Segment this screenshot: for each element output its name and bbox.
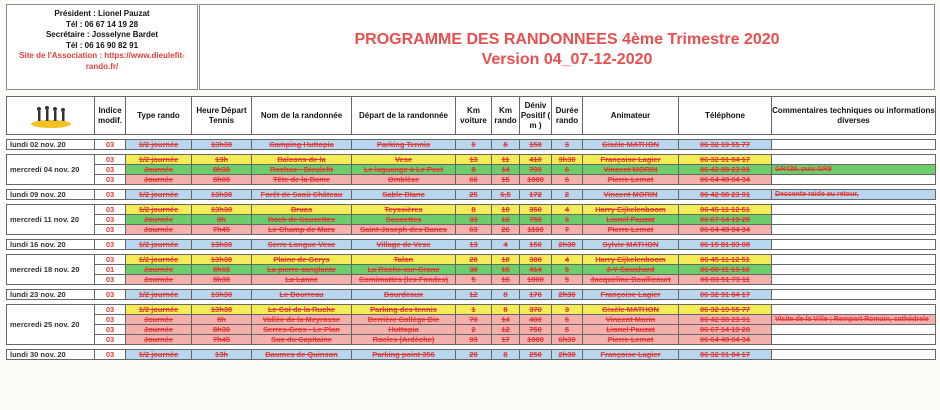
- duree-cell: 5: [552, 275, 583, 285]
- anim-cell: J-Y Soushard: [583, 265, 679, 275]
- anim-cell: Pierre Lemot: [583, 335, 679, 345]
- type-cell: 1/2 journée: [126, 190, 192, 200]
- version-title: Version 04_07-12-2020: [481, 51, 653, 68]
- table-row: [7, 350, 936, 360]
- depart-cell: Rocles (Ardèche): [352, 335, 456, 345]
- anim-cell: Françoise Lagier: [583, 350, 679, 360]
- heure-cell: 13h: [192, 155, 252, 165]
- comment-cell: [772, 140, 936, 150]
- col-nom: Nom de la randonnée: [252, 97, 352, 135]
- deniv-cell: 350: [520, 205, 552, 215]
- heure-cell: 13h30: [192, 190, 252, 200]
- tel-cell: 06 15 81 83 08: [679, 240, 772, 250]
- heure-cell: 8h30: [192, 275, 252, 285]
- nom-cell: La pierre sanglante: [252, 265, 352, 275]
- comment-cell: [772, 215, 936, 225]
- type-cell: 1/2 journée: [126, 240, 192, 250]
- kmv-cell: 33: [456, 215, 492, 225]
- indice-cell: 01: [95, 265, 126, 275]
- logo-cell: [7, 97, 95, 135]
- table-row: [7, 325, 936, 335]
- indice-cell: 03: [95, 335, 126, 345]
- kmr-cell: 8: [492, 140, 520, 150]
- comment-cell: [772, 155, 936, 165]
- duree-cell: 6: [552, 215, 583, 225]
- comment-cell: GR429, puis GR9: [772, 165, 936, 175]
- indice-cell: 03: [95, 350, 126, 360]
- type-cell: 1/2 journée: [126, 155, 192, 165]
- kmr-cell: 14: [492, 165, 520, 175]
- duree-cell: 6: [552, 165, 583, 175]
- kmv-cell: 63: [456, 225, 492, 235]
- tel-cell: 06 42 88 23 91: [679, 165, 772, 175]
- deniv-cell: 750: [520, 325, 552, 335]
- tel-cell: 06 08 11 16 16: [679, 265, 772, 275]
- comment-cell: [772, 225, 936, 235]
- deniv-cell: 1000: [520, 335, 552, 345]
- comment-cell: [772, 350, 936, 360]
- table-row: [7, 305, 936, 315]
- anim-cell: Françoise Lagier: [583, 290, 679, 300]
- kmr-cell: 10: [492, 205, 520, 215]
- kmr-cell: 26: [492, 225, 520, 235]
- duree-cell: 6: [552, 175, 583, 185]
- depart-cell: Parking Tennis: [352, 140, 456, 150]
- depart-cell: Le laguange à Le Poet: [352, 165, 456, 175]
- anim-cell: Pierre Lemot: [583, 225, 679, 235]
- association-info: [6, 4, 198, 90]
- duree-cell: 3: [552, 140, 583, 150]
- col-km-rando: Km rando: [492, 97, 520, 135]
- heure-cell: 13h30: [192, 255, 252, 265]
- anim-cell: Gisèle MATHON: [583, 305, 679, 315]
- col-deniv: Déniv Positif ( m ): [520, 97, 552, 135]
- deniv-cell: 300: [520, 255, 552, 265]
- heure-cell: 13h30: [192, 240, 252, 250]
- comment-cell: [772, 290, 936, 300]
- date-cell: lundi 02 nov. 20: [7, 140, 95, 150]
- deniv-cell: 370: [520, 305, 552, 315]
- date-cell: mercredi 18 nov. 20: [7, 255, 95, 285]
- comment-cell: [772, 255, 936, 265]
- tel-cell: 06 32 91 84 17: [679, 290, 772, 300]
- comment-cell: Visite de la Ville ; Rempart Romain, cathédrale: [772, 315, 936, 325]
- comment-cell: [772, 275, 936, 285]
- nom-cell: Balcons de la: [252, 155, 352, 165]
- col-duree: Durée rando: [552, 97, 583, 135]
- duree-cell: 4: [552, 205, 583, 215]
- tel-cell: 06 42 88 23 91: [679, 315, 772, 325]
- deniv-cell: 1100: [520, 225, 552, 235]
- date-cell: lundi 23 nov. 20: [7, 290, 95, 300]
- type-cell: Journée: [126, 225, 192, 235]
- date-cell: lundi 09 nov. 20: [7, 190, 95, 200]
- table-row: [7, 140, 936, 150]
- table-row: [7, 175, 936, 185]
- tel-cell: 06 83 51 73 11: [679, 275, 772, 285]
- heure-cell: 8h30: [192, 325, 252, 335]
- col-telephone: Téléphone: [679, 97, 772, 135]
- deniv-cell: 150: [520, 140, 552, 150]
- comment-cell: Descente raide au retour,: [772, 190, 936, 200]
- table-row: [7, 155, 936, 165]
- type-cell: Journée: [126, 215, 192, 225]
- type-cell: Journée: [126, 175, 192, 185]
- nom-cell: Bruas: [252, 205, 352, 215]
- deniv-cell: 790: [520, 165, 552, 175]
- kmr-cell: 8: [492, 350, 520, 360]
- duree-cell: 6: [552, 315, 583, 325]
- table-row: [7, 225, 936, 235]
- nom-cell: Baumes de Quinson: [252, 350, 352, 360]
- deniv-cell: 410: [520, 155, 552, 165]
- indice-cell: 03: [95, 325, 126, 335]
- program-sheet: [6, 4, 935, 406]
- indice-cell: 03: [95, 190, 126, 200]
- kmr-cell: 16: [492, 275, 520, 285]
- duree-cell: 5: [552, 265, 583, 275]
- comment-cell: [772, 325, 936, 335]
- page-title: PROGRAMME DES RANDONNEES 4ème Trimestre 2020: [354, 31, 780, 48]
- col-indice: Indice modif.: [95, 97, 126, 135]
- type-cell: 1/2 journée: [126, 255, 192, 265]
- kmv-cell: 93: [456, 335, 492, 345]
- depart-cell: Parking point 356: [352, 350, 456, 360]
- kmr-cell: 15: [492, 175, 520, 185]
- comment-cell: [772, 265, 936, 275]
- depart-cell: Bourdeaux: [352, 290, 456, 300]
- date-cell: mercredi 04 nov. 20: [7, 155, 95, 185]
- table-row: [7, 190, 936, 200]
- date-cell: lundi 16 nov. 20: [7, 240, 95, 250]
- deniv-cell: 414: [520, 265, 552, 275]
- indice-cell: 03: [95, 305, 126, 315]
- type-cell: 1/2 journée: [126, 140, 192, 150]
- kmr-cell: 8: [492, 305, 520, 315]
- tel-cell: 06 32 19 55 77: [679, 140, 772, 150]
- depart-cell: Saint-Joseph des Bancs: [352, 225, 456, 235]
- deniv-cell: 400: [520, 315, 552, 325]
- nom-cell: Suc du Capitaine: [252, 335, 352, 345]
- depart-cell: Village de Vese: [352, 240, 456, 250]
- kmr-cell: 6,5: [492, 190, 520, 200]
- hike-schedule-table: [6, 96, 936, 360]
- kmv-cell: 25: [456, 190, 492, 200]
- tel-cell: 06 45 11 12 51: [679, 205, 772, 215]
- table-row: [7, 265, 936, 275]
- indice-cell: 03: [95, 275, 126, 285]
- kmr-cell: 4: [492, 240, 520, 250]
- deniv-cell: 1000: [520, 175, 552, 185]
- anim-cell: Françoise Lagier: [583, 155, 679, 165]
- title-box: [199, 4, 935, 90]
- anim-cell: Harry Eijkelenboom: [583, 205, 679, 215]
- heure-cell: 8h00: [192, 175, 252, 185]
- nom-cell: Le Col de la Ruche: [252, 305, 352, 315]
- type-cell: Journée: [126, 275, 192, 285]
- anim-cell: Vincent Morin: [583, 315, 679, 325]
- kmr-cell: 10: [492, 255, 520, 265]
- date-cell: mercredi 25 nov. 20: [7, 305, 95, 345]
- kmv-cell: 5: [456, 275, 492, 285]
- kmv-cell: 0: [456, 140, 492, 150]
- type-cell: Journée: [126, 325, 192, 335]
- duree-cell: 4: [552, 255, 583, 265]
- depart-cell: Omblèze: [352, 175, 456, 185]
- nom-cell: Rochas - Dieulefit: [252, 165, 352, 175]
- duree-cell: 7: [552, 225, 583, 235]
- comment-cell: [772, 175, 936, 185]
- depart-cell: Derrière Collège Die: [352, 315, 456, 325]
- depart-cell: La Roche-sur-Grane: [352, 265, 456, 275]
- nom-cell: Le Bourreau: [252, 290, 352, 300]
- depart-cell: Talon: [352, 255, 456, 265]
- type-cell: 1/2 journée: [126, 350, 192, 360]
- anim-cell: Vincent MORIN: [583, 190, 679, 200]
- heure-cell: 7h45: [192, 225, 252, 235]
- comment-cell: [772, 335, 936, 345]
- depart-cell: Comimattes (les Fondes): [352, 275, 456, 285]
- president-label: Président : Lionel Pauzat: [54, 9, 150, 18]
- table-header-row: [7, 97, 936, 135]
- indice-cell: 03: [95, 175, 126, 185]
- duree-cell: 3: [552, 305, 583, 315]
- kmv-cell: 30: [456, 265, 492, 275]
- kmr-cell: 16: [492, 215, 520, 225]
- kmv-cell: 2: [456, 325, 492, 335]
- anim-cell: Vincent MORIN: [583, 165, 679, 175]
- secretary-phone: Tél : 06 16 90 82 91: [65, 40, 139, 50]
- duree-cell: 2h30: [552, 240, 583, 250]
- table-row: [7, 205, 936, 215]
- indice-cell: 03: [95, 215, 126, 225]
- depart-cell: Teyssières: [352, 205, 456, 215]
- tel-cell: 06 45 11 12 51: [679, 255, 772, 265]
- table-row: [7, 240, 936, 250]
- nom-cell: Forêt de Saoû Château: [252, 190, 352, 200]
- kmv-cell: 1: [456, 305, 492, 315]
- col-type: Type rando: [126, 97, 192, 135]
- date-cell: lundi 30 nov. 20: [7, 350, 95, 360]
- comment-cell: [772, 305, 936, 315]
- deniv-cell: 1000: [520, 275, 552, 285]
- nom-cell: La Lance: [252, 275, 352, 285]
- kmr-cell: 15: [492, 265, 520, 275]
- kmv-cell: 8: [456, 205, 492, 215]
- kmv-cell: 13: [456, 240, 492, 250]
- tel-cell: 06 42 88 23 91: [679, 190, 772, 200]
- table-row: [7, 275, 936, 285]
- deniv-cell: 750: [520, 215, 552, 225]
- anim-cell: Jacqueline Boullicourt: [583, 275, 679, 285]
- kmr-cell: 14: [492, 315, 520, 325]
- type-cell: Journée: [126, 315, 192, 325]
- type-cell: 1/2 journée: [126, 305, 192, 315]
- deniv-cell: 150: [520, 240, 552, 250]
- deniv-cell: 250: [520, 350, 552, 360]
- table-body: [7, 135, 936, 360]
- deniv-cell: 170: [520, 290, 552, 300]
- heure-cell: 13h30: [192, 140, 252, 150]
- nom-cell: Vallée de la Meyrosse: [252, 315, 352, 325]
- anim-cell: Sylvie MATHON: [583, 240, 679, 250]
- anim-cell: Gisèle MATHON: [583, 140, 679, 150]
- heure-cell: 8h30: [192, 165, 252, 175]
- type-cell: 1/2 journée: [126, 290, 192, 300]
- kmv-cell: 13: [456, 155, 492, 165]
- table-row: [7, 335, 936, 345]
- col-commentaires: Commentaires techniques ou informations diverses: [772, 97, 936, 135]
- indice-cell: 03: [95, 290, 126, 300]
- secretary-label: Secrétaire : Josselyne Bardet: [45, 30, 159, 39]
- heure-cell: 7h45: [192, 335, 252, 345]
- duree-cell: 3h30: [552, 155, 583, 165]
- type-cell: Journée: [126, 335, 192, 345]
- duree-cell: 6h30: [552, 335, 583, 345]
- type-cell: 1/2 journée: [126, 205, 192, 215]
- col-km-voiture: Km voiture: [456, 97, 492, 135]
- duree-cell: 2h30: [552, 290, 583, 300]
- nom-cell: Camping Huttopia: [252, 140, 352, 150]
- anim-cell: Lionel Pauzat: [583, 325, 679, 335]
- kmv-cell: 12: [456, 290, 492, 300]
- indice-cell: 03: [95, 165, 126, 175]
- duree-cell: 2h30: [552, 350, 583, 360]
- kmr-cell: 12: [492, 325, 520, 335]
- heure-cell: 13h30: [192, 305, 252, 315]
- tel-cell: 06 64 48 04 34: [679, 175, 772, 185]
- comment-cell: [772, 205, 936, 215]
- col-heure: Heure Départ Tennis: [192, 97, 252, 135]
- heure-cell: 13h30: [192, 205, 252, 215]
- nom-cell: Serres-Gros - Le Plan: [252, 325, 352, 335]
- kmr-cell: 11: [492, 155, 520, 165]
- heure-cell: 8h: [192, 315, 252, 325]
- nom-cell: Rock de Soucettes: [252, 215, 352, 225]
- kmr-cell: 17: [492, 335, 520, 345]
- kmv-cell: 70: [456, 315, 492, 325]
- kmv-cell: 66: [456, 175, 492, 185]
- indice-cell: 03: [95, 155, 126, 165]
- indice-cell: 03: [95, 315, 126, 325]
- indice-cell: 03: [95, 205, 126, 215]
- indice-cell: 03: [95, 140, 126, 150]
- website-link-line2[interactable]: rando.fr/: [85, 61, 119, 71]
- anim-cell: Pierre Lemot: [583, 175, 679, 185]
- hikers-logo-icon: [29, 104, 73, 128]
- nom-cell: Plaine de Gerys: [252, 255, 352, 265]
- website-link-line1[interactable]: Site de l'Association : https://www.dieulefit-: [19, 51, 185, 60]
- president-phone: Tél : 06 67 14 19 28: [65, 19, 139, 29]
- heure-cell: 8h: [192, 215, 252, 225]
- type-cell: Journée: [126, 265, 192, 275]
- table-row: [7, 315, 936, 325]
- date-cell: mercredi 11 nov. 20: [7, 205, 95, 235]
- kmv-cell: 20: [456, 350, 492, 360]
- duree-cell: 5: [552, 325, 583, 335]
- col-animateur: Animateur: [583, 97, 679, 135]
- anim-cell: Harry Eijkelenboom: [583, 255, 679, 265]
- tel-cell: 06 32 19 55 77: [679, 305, 772, 315]
- table-row: [7, 165, 936, 175]
- heure-cell: 13h: [192, 350, 252, 360]
- tel-cell: 06 64 48 04 34: [679, 335, 772, 345]
- depart-cell: Huttopia: [352, 325, 456, 335]
- depart-cell: Soucettes: [352, 215, 456, 225]
- tel-cell: 06 32 91 84 17: [679, 155, 772, 165]
- indice-cell: 03: [95, 240, 126, 250]
- duree-cell: 2: [552, 190, 583, 200]
- nom-cell: Tête de la Dame: [252, 175, 352, 185]
- table-row: [7, 255, 936, 265]
- tel-cell: 06 64 48 04 34: [679, 225, 772, 235]
- table-row: [7, 215, 936, 225]
- tel-cell: 06 67 14 19 28: [679, 325, 772, 335]
- table-row: [7, 290, 936, 300]
- kmv-cell: 8: [456, 165, 492, 175]
- kmr-cell: 8: [492, 290, 520, 300]
- col-depart: Départ de la randonnée: [352, 97, 456, 135]
- depart-cell: Sable Blanc: [352, 190, 456, 200]
- heure-cell: 13h30: [192, 290, 252, 300]
- type-cell: Journée: [126, 165, 192, 175]
- deniv-cell: 172: [520, 190, 552, 200]
- comment-cell: [772, 240, 936, 250]
- depart-cell: Vese: [352, 155, 456, 165]
- nom-cell: Serre Longue Vese: [252, 240, 352, 250]
- indice-cell: 03: [95, 225, 126, 235]
- indice-cell: 03: [95, 255, 126, 265]
- kmv-cell: 20: [456, 255, 492, 265]
- nom-cell: Le Champ de Mars: [252, 225, 352, 235]
- depart-cell: Parking des tennis: [352, 305, 456, 315]
- header: [6, 4, 935, 90]
- tel-cell: 06 32 91 84 17: [679, 350, 772, 360]
- tel-cell: 06 67 14 19 28: [679, 215, 772, 225]
- anim-cell: Lionel Pauzat: [583, 215, 679, 225]
- heure-cell: 8h15: [192, 265, 252, 275]
